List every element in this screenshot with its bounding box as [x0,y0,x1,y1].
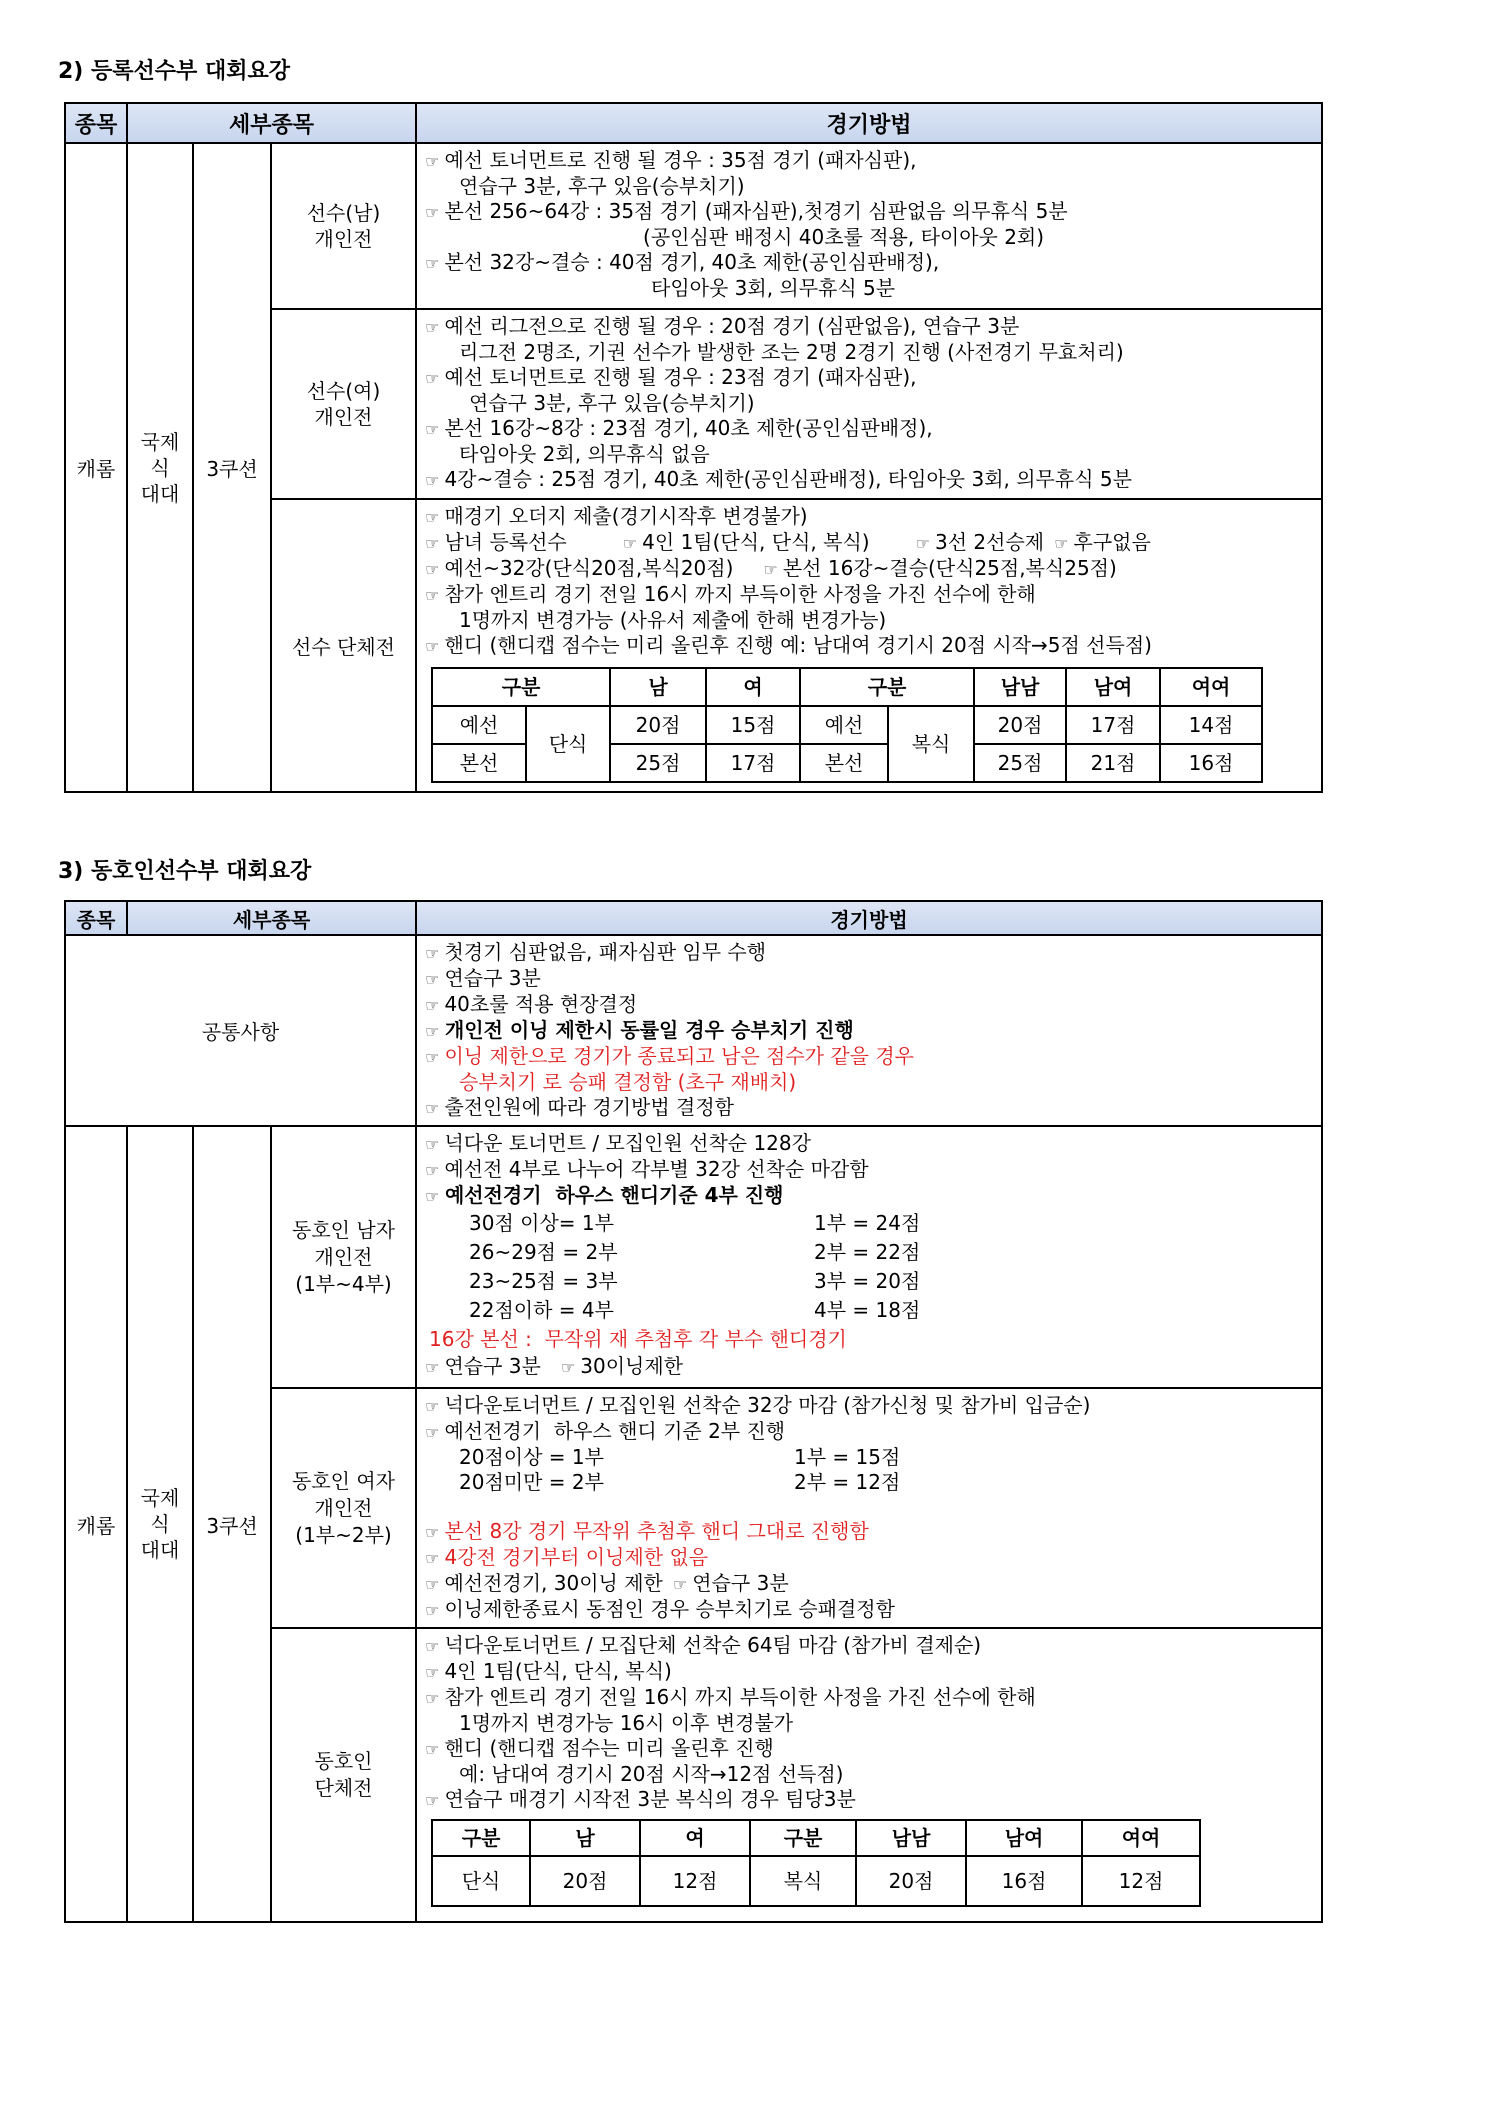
type: 3쿠션 [193,1126,271,1922]
women-red-line: ☞ 4강전 경기부터 이닝제한 없음 [425,1545,1315,1571]
method-line: ☞ 본선 16강~결승(단식25점,복식25점) [763,556,1116,580]
grade-item: 4부 = 18점 [814,1298,921,1322]
event-carom: 캐롬 [65,143,127,792]
th-mw: 남여 [1066,668,1160,706]
th-gubun: 구분 [432,668,610,706]
common-line: ☞ 첫경기 심판없음, 패자심판 임무 수행 [425,940,1315,966]
section2-table [64,102,1323,793]
common-line: ☞ 개인전 이닝 제한시 동률일 경우 승부치기 진행 [425,1018,1315,1044]
row-team-method [416,499,1322,792]
method-line: ☞ 본선 256~64강 : 35점 경기 (패자심판),첫경기 심판없음 의무휴식 5분 [425,199,1315,225]
method-line: ☞ 이닝제한종료시 동점인 경우 승부치기로 승패결정함 [425,1597,1315,1623]
cell-value: 14점 [1160,706,1262,744]
cell-value: 12점 [1082,1856,1200,1906]
cell-value: 20점 [530,1856,640,1906]
cell-yeseon: 예선 [432,706,526,744]
method-line: ☞ 핸디 (핸디캡 점수는 미리 올린후 진행 예: 남대여 경기시 20점 시작→5점 선득점) [425,633,1315,659]
women-grade-grid [425,1445,1315,1495]
method-line: 타임아웃 3회, 의무휴식 5분 [651,276,896,300]
category: 국제 식 대대 [127,143,193,792]
handicap-table [431,667,1263,783]
common-label: 공통사항 [65,935,416,1126]
method-line: ☞ 참가 엔트리 경기 전일 16시 까지 부득이한 사정을 가진 선수에 한해 [425,582,1315,608]
header-method: 경기방법 [416,103,1322,143]
cell-value: 15점 [706,706,800,744]
th-ww: 여여 [1160,668,1262,706]
cell-value: 20점 [610,706,706,744]
cell-bonseon: 본선 [432,744,526,782]
method-line: ☞ 4인 1팀(단식, 단식, 복식) [623,530,870,554]
cell-single: 단식 [526,706,610,782]
row-men-method [416,143,1322,309]
type: 3쿠션 [193,143,271,792]
cell-single: 단식 [432,1856,530,1906]
method-line: ☞ 넉다운토너먼트 / 모집단체 선착순 64팀 마감 (참가비 결제순) [425,1633,1315,1659]
grade-item: 20점이상 = 1부 [459,1445,604,1469]
row-men-name: 동호인 남자 개인전 (1부~4부) [271,1126,416,1388]
women-method [416,1388,1322,1628]
row-team-name: 선수 단체전 [271,499,416,792]
method-line: ☞ 예선전 4부로 나누어 각부별 32강 선착순 마감함 [425,1157,1315,1183]
method-line: ☞ 4강~결승 : 25점 경기, 40초 제한(공인심판배정), 타임아웃 3회, 의무휴식 5분 [425,467,1315,493]
grade-item: 22점이하 = 4부 [469,1298,614,1322]
method-line: ☞ 후구없음 [1054,530,1151,554]
method-line: ☞ 매경기 오더지 제출(경기시작후 변경불가) [425,504,1315,530]
header-event: 종목 [65,103,127,143]
team-handicap-table [431,1819,1201,1907]
th-mm: 남남 [856,1820,966,1856]
cell-double: 복식 [750,1856,856,1906]
method-line: ☞ 본선 16강~8강 : 23점 경기, 40초 제한(공인심판배정), [425,416,1315,442]
method-line: ☞ 넉다운 토너먼트 / 모집인원 선착순 128강 [425,1131,1315,1157]
method-line: ☞ 연습구 매경기 시작전 3분 복식의 경우 팀당3분 [425,1787,1315,1813]
header-sub: 세부종목 [127,901,416,935]
cell-value: 20점 [974,706,1066,744]
th-gubun: 구분 [432,1820,530,1856]
common-line: ☞ 출전인원에 따라 경기방법 결정함 [425,1095,1315,1121]
th-mm: 남남 [974,668,1066,706]
men-red-line: 16강 본선 : 무작위 재 추첨후 각 부수 핸디경기 [429,1327,847,1351]
cell-value: 17점 [1066,706,1160,744]
women-red-line: ☞ 본선 8강 경기 무작위 추첨후 핸디 그대로 진행함 [425,1519,1315,1545]
header-event: 종목 [65,901,127,935]
cell-value: 12점 [640,1856,750,1906]
cell-value: 16점 [1160,744,1262,782]
method-line: 1명까지 변경가능 16시 이후 변경불가 [459,1711,794,1735]
cell-bonseon: 본선 [800,744,888,782]
cell-value: 16점 [966,1856,1082,1906]
row-women-method [416,309,1322,499]
method-line: 예: 남대여 경기시 20점 시작→12점 선득점) [459,1762,844,1786]
method-line: ☞ 3선 2선승제 [916,530,1045,554]
method-line: ☞ 핸디 (핸디캡 점수는 미리 올린후 진행 [425,1736,1315,1762]
section3-table [64,900,1323,1923]
method-line: 연습구 3분, 후구 있음(승부치기) [459,174,745,198]
team-method [416,1628,1322,1922]
cell-value: 25점 [974,744,1066,782]
grade-item: 2부 = 12점 [794,1470,901,1494]
method-line: ☞ 본선 32강~결승 : 40점 경기, 40초 제한(공인심판배정), [425,250,1315,276]
row-men-name: 선수(남) 개인전 [271,143,416,309]
method-line: ☞ 넉다운토너먼트 / 모집인원 선착순 32강 마감 (참가신청 및 참가비 입금순) [425,1393,1315,1419]
th-m: 남 [530,1820,640,1856]
method-line: ☞ 예선전경기, 30이닝 제한 [425,1571,663,1595]
grade-item: 20점미만 = 2부 [459,1470,604,1494]
section3-title: 3) 동호인선수부 대회요강 [58,859,312,884]
event-carom: 캐롬 [65,1126,127,1922]
header-sub: 세부종목 [127,103,416,143]
section2-title: 2) 등록선수부 대회요강 [58,59,290,84]
th-gubun2: 구분 [750,1820,856,1856]
grade-item: 23~25점 = 3부 [469,1269,618,1293]
men-grade-grid [425,1209,1315,1325]
grade-item: 2부 = 22점 [814,1240,921,1264]
method-line: 1명까지 변경가능 (사유서 제출에 한해 변경가능) [459,608,887,632]
cell-value: 17점 [706,744,800,782]
method-line: ☞ 남녀 등록선수 [425,530,567,554]
method-line: ☞ 예선 토너먼트로 진행 될 경우 : 23점 경기 (패자심판), [425,365,1315,391]
common-line: ☞ 이닝 제한으로 경기가 종료되고 남은 점수가 같을 경우 [425,1044,1315,1070]
grade-item: 3부 = 20점 [814,1269,921,1293]
grade-item: 26~29점 = 2부 [469,1240,618,1264]
header-method: 경기방법 [416,901,1322,935]
method-line: ☞ 예선전경기 하우스 핸디기준 4부 진행 [425,1183,1315,1209]
cell-value: 25점 [610,744,706,782]
method-line: ☞ 참가 엔트리 경기 전일 16시 까지 부득이한 사정을 가진 선수에 한해 [425,1685,1315,1711]
method-line: ☞ 예선전경기 하우스 핸디 기준 2부 진행 [425,1419,1315,1445]
method-line: (공인심판 배정시 40초룰 적용, 타이아웃 2회) [643,225,1045,249]
th-w: 여 [706,668,800,706]
method-line: 리그전 2명조, 기권 선수가 발생한 조는 2명 2경기 진행 (사전경기 무효처리) [459,340,1124,364]
method-line: ☞ 4인 1팀(단식, 단식, 복식) [425,1659,1315,1685]
common-line: 승부치기 로 승패 결정함 (초구 재배치) [459,1070,797,1094]
category: 국제 식 대대 [127,1126,193,1922]
th-gubun2: 구분 [800,668,974,706]
method-line: ☞ 예선 리그전으로 진행 될 경우 : 20점 경기 (심판없음), 연습구 3분 [425,314,1315,340]
row-women-name: 동호인 여자 개인전 (1부~2부) [271,1388,416,1628]
method-line: ☞ 30이닝제한 [561,1354,683,1378]
grade-item: 1부 = 15점 [794,1445,901,1469]
method-line: 타임아웃 2회, 의무휴식 없음 [459,442,710,466]
row-women-name: 선수(여) 개인전 [271,309,416,499]
row-team-name: 동호인 단체전 [271,1628,416,1922]
cell-double: 복식 [888,706,974,782]
method-line: ☞ 예선 토너먼트로 진행 될 경우 : 35점 경기 (패자심판), [425,148,1315,174]
men-method [416,1126,1322,1388]
grade-item: 30점 이상= 1부 [469,1211,614,1235]
method-line: ☞ 연습구 3분 [673,1571,789,1595]
cell-value: 20점 [856,1856,966,1906]
method-line: ☞ 연습구 3분 [425,1354,541,1378]
common-method [416,935,1322,1126]
th-m: 남 [610,668,706,706]
method-line: ☞ 예선~32강(단식20점,복식20점) [425,556,733,580]
method-line: 연습구 3분, 후구 있음(승부치기) [469,391,755,415]
cell-yeseon: 예선 [800,706,888,744]
th-w: 여 [640,1820,750,1856]
grade-item: 1부 = 24점 [814,1211,921,1235]
common-line: ☞ 40초룰 적용 현장결정 [425,992,1315,1018]
common-line: ☞ 연습구 3분 [425,966,1315,992]
cell-value: 21점 [1066,744,1160,782]
th-mw: 남여 [966,1820,1082,1856]
th-ww: 여여 [1082,1820,1200,1856]
